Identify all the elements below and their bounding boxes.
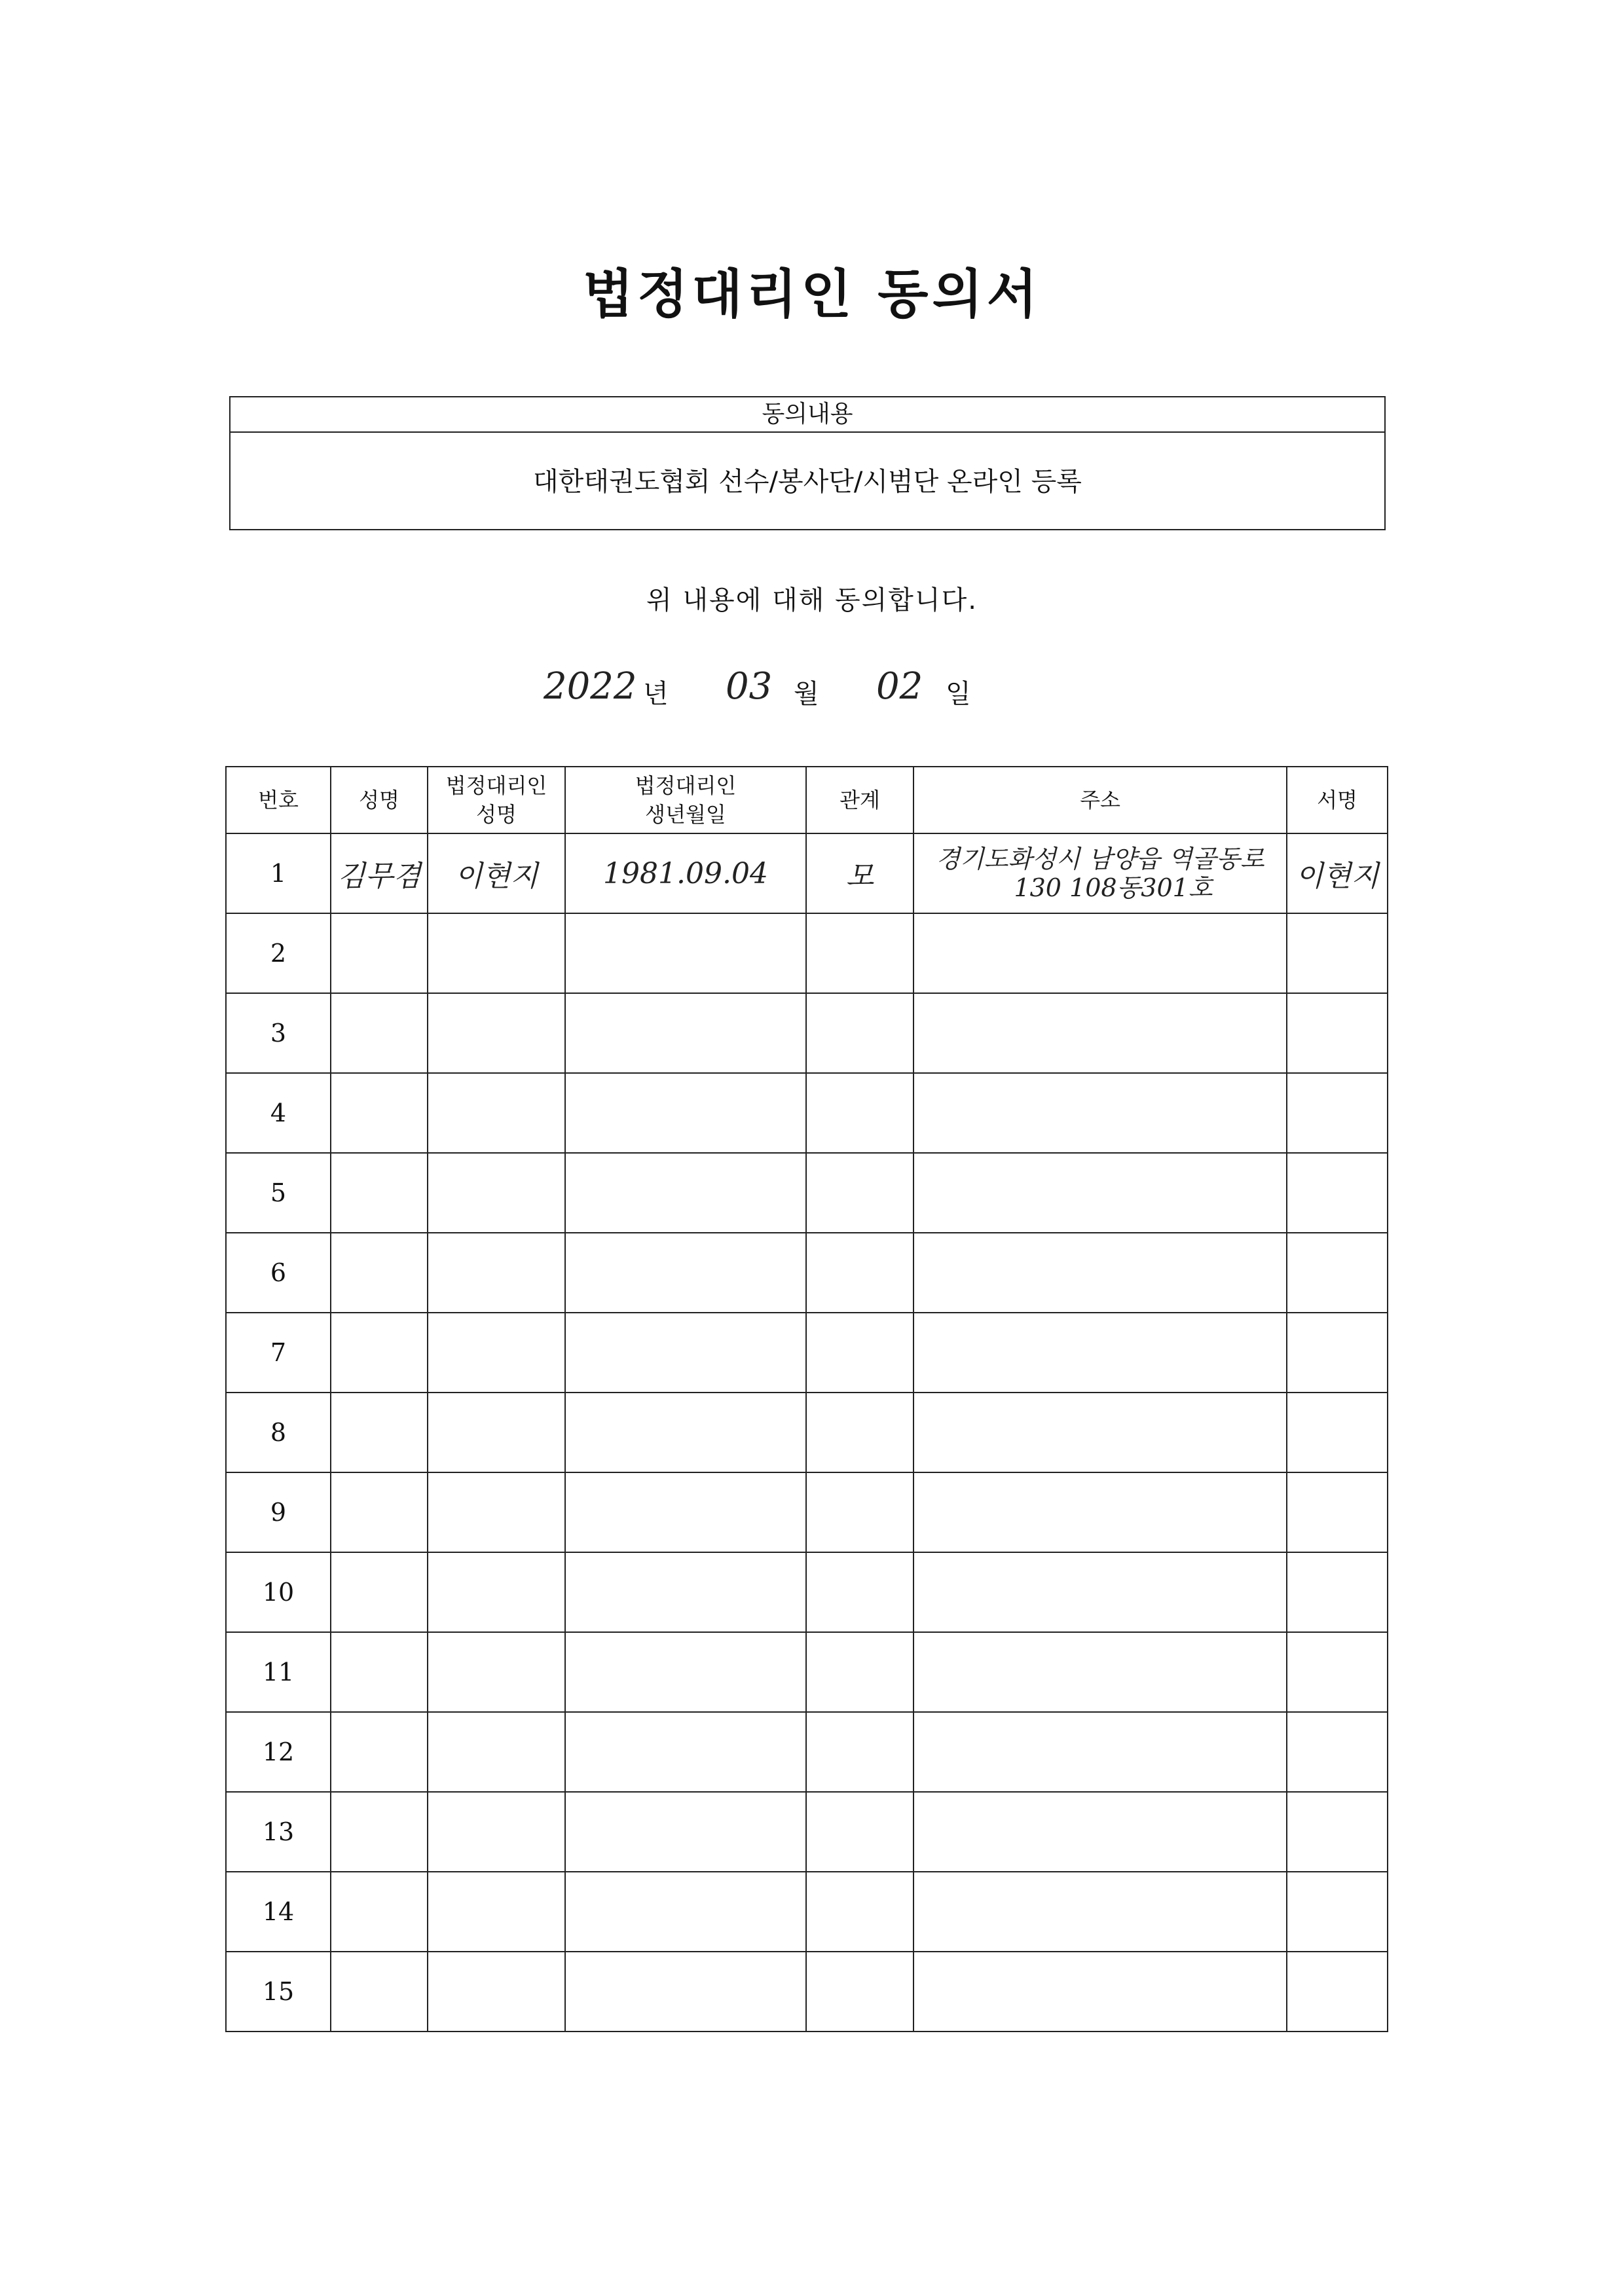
row-no: 7: [226, 1313, 331, 1393]
row-no: 15: [226, 1952, 331, 2032]
table-row: [226, 1073, 1388, 1153]
row-signature: [1287, 1472, 1388, 1552]
row-address: [913, 913, 1287, 993]
row-guardian-name: [428, 1472, 565, 1552]
header-name: 성명: [331, 767, 428, 833]
row-signature: [1287, 1153, 1388, 1233]
row-signature: [1287, 1073, 1388, 1153]
row-signature: [1287, 1632, 1388, 1712]
header-relation: 관계: [806, 767, 913, 833]
row-guardian-birth: [565, 833, 806, 913]
row-signature: [1287, 1393, 1388, 1472]
row-address: [913, 1073, 1287, 1153]
row-relation: [806, 1792, 913, 1872]
row-signature: [1287, 913, 1388, 993]
row-no: 4: [226, 1073, 331, 1153]
row-address: [913, 833, 1287, 913]
row-guardian-birth: [565, 1153, 806, 1233]
date-day: 02: [876, 665, 923, 708]
table-row: [226, 1712, 1388, 1792]
row-relation: [806, 833, 913, 913]
row-name: [331, 1313, 428, 1393]
table-row: [226, 1233, 1388, 1313]
row-signature: [1287, 993, 1388, 1073]
row-guardian-birth: [565, 1952, 806, 2032]
row-no: 13: [226, 1792, 331, 1872]
row-address-line2: 130 108동301호: [1014, 873, 1213, 902]
table-row: [226, 913, 1388, 993]
header-guardian-birth: [565, 767, 806, 833]
row-guardian-name: [428, 1233, 565, 1313]
row-address-line1: 경기도화성시 남양읍 역골동로: [936, 845, 1264, 873]
row-guardian-name: [428, 1153, 565, 1233]
row-relation: [806, 1313, 913, 1393]
row-signature: [1287, 1952, 1388, 2032]
row-relation: [806, 1472, 913, 1552]
row-no: 10: [226, 1552, 331, 1632]
row-signature-text: 이현지: [1295, 860, 1379, 893]
row-no: 2: [226, 913, 331, 993]
row-guardian-name: [428, 993, 565, 1073]
row-relation: [806, 1952, 913, 2032]
date-year-unit: 년: [643, 679, 669, 709]
header-guardian-birth-line1: 법정대리인: [635, 773, 737, 798]
row-address: [913, 1153, 1287, 1233]
row-signature: [1287, 1233, 1388, 1313]
table-row: [226, 833, 1388, 913]
date-month: 03: [726, 665, 773, 708]
row-name: [331, 913, 428, 993]
row-address: [913, 1952, 1287, 2032]
row-guardian-birth: [565, 913, 806, 993]
row-address: [913, 1393, 1287, 1472]
row-guardian-name: [428, 1313, 565, 1393]
row-relation: [806, 913, 913, 993]
date-year: 2022: [544, 665, 637, 708]
table-row: [226, 1552, 1388, 1632]
guardian-table: [225, 766, 1388, 2032]
row-address: [913, 1472, 1287, 1552]
row-relation: [806, 1872, 913, 1952]
row-guardian-name: [428, 1952, 565, 2032]
row-guardian-birth: [565, 993, 806, 1073]
row-guardian-name: [428, 1073, 565, 1153]
table-row: [226, 1632, 1388, 1712]
row-guardian-name: [428, 1872, 565, 1952]
row-name: [331, 833, 428, 913]
row-relation: [806, 1153, 913, 1233]
row-relation: [806, 1712, 913, 1792]
row-guardian-birth: [565, 1313, 806, 1393]
row-signature: [1287, 833, 1388, 913]
header-guardian-name: [428, 767, 565, 833]
row-guardian-name: [428, 1712, 565, 1792]
row-name: [331, 1073, 428, 1153]
row-name: [331, 1632, 428, 1712]
document-title: 법정대리인 동의서: [582, 264, 1042, 325]
row-relation: [806, 1632, 913, 1712]
consent-header: 동의내용: [231, 397, 1384, 433]
consent-text: 대한태권도협회 선수/봉사단/시범단 온라인 등록: [533, 467, 1082, 497]
row-name: [331, 1712, 428, 1792]
row-address: [913, 1792, 1287, 1872]
header-no: 번호: [226, 767, 331, 833]
row-no: 8: [226, 1393, 331, 1472]
row-name: [331, 1552, 428, 1632]
row-name: [331, 993, 428, 1073]
row-name: [331, 1393, 428, 1472]
date-row: [0, 661, 1624, 714]
row-signature: [1287, 1712, 1388, 1792]
table-row: [226, 1393, 1388, 1472]
row-address: [913, 993, 1287, 1073]
row-guardian-name-text: 이현지: [454, 860, 538, 893]
row-guardian-name: [428, 833, 565, 913]
date-month-unit: 월: [794, 679, 819, 709]
row-guardian-name: [428, 1632, 565, 1712]
row-name: [331, 1872, 428, 1952]
table-row: [226, 1153, 1388, 1233]
row-no: 5: [226, 1153, 331, 1233]
row-address: [913, 1233, 1287, 1313]
header-signature: 서명: [1287, 767, 1388, 833]
row-relation: [806, 1233, 913, 1313]
row-no: 11: [226, 1632, 331, 1712]
header-address: 주소: [913, 767, 1287, 833]
row-guardian-birth: [565, 1472, 806, 1552]
table-row: [226, 1472, 1388, 1552]
row-guardian-birth: [565, 1393, 806, 1472]
table-header-row: [226, 767, 1388, 833]
row-no: 9: [226, 1472, 331, 1552]
table-row: [226, 1952, 1388, 2032]
row-address: [913, 1712, 1287, 1792]
row-guardian-birth: [565, 1632, 806, 1712]
row-name: [331, 1233, 428, 1313]
row-name: [331, 1792, 428, 1872]
row-guardian-birth: [565, 1552, 806, 1632]
row-signature: [1287, 1313, 1388, 1393]
row-signature: [1287, 1792, 1388, 1872]
header-guardian-birth-line2: 생년월일: [645, 802, 726, 827]
row-name: [331, 1472, 428, 1552]
row-signature: [1287, 1872, 1388, 1952]
row-guardian-name: [428, 1792, 565, 1872]
row-no: 6: [226, 1233, 331, 1313]
row-guardian-birth: [565, 1073, 806, 1153]
row-guardian-name: [428, 1393, 565, 1472]
row-guardian-birth: [565, 1233, 806, 1313]
table-row: [226, 1792, 1388, 1872]
row-guardian-birth: [565, 1872, 806, 1952]
row-no: 12: [226, 1712, 331, 1792]
row-no: 1: [226, 833, 331, 913]
row-address: [913, 1872, 1287, 1952]
row-address: [913, 1313, 1287, 1393]
row-signature: [1287, 1552, 1388, 1632]
agreement-statement: 위 내용에 대해 동의합니다.: [646, 585, 978, 615]
row-guardian-birth: [565, 1712, 806, 1792]
table-row: [226, 1313, 1388, 1393]
header-guardian-name-line2: 성명: [476, 802, 517, 827]
row-relation: [806, 1552, 913, 1632]
row-no: 14: [226, 1872, 331, 1952]
header-guardian-name-line1: 법정대리인: [445, 773, 547, 798]
table-row: [226, 1872, 1388, 1952]
row-relation-text: 모: [845, 860, 874, 893]
date-day-unit: 일: [946, 679, 971, 709]
row-relation: [806, 1073, 913, 1153]
row-address: [913, 1552, 1287, 1632]
row-relation: [806, 1393, 913, 1472]
row-no: 3: [226, 993, 331, 1073]
consent-box: [229, 396, 1386, 530]
table-row: [226, 993, 1388, 1073]
row-guardian-name: [428, 1552, 565, 1632]
row-guardian-birth-text: 1981.09.04: [603, 856, 768, 890]
row-address: [913, 1632, 1287, 1712]
row-relation: [806, 993, 913, 1073]
row-name: [331, 1153, 428, 1233]
row-guardian-name: [428, 913, 565, 993]
row-name-text: 김무겸: [337, 860, 421, 893]
row-name: [331, 1952, 428, 2032]
row-guardian-birth: [565, 1792, 806, 1872]
